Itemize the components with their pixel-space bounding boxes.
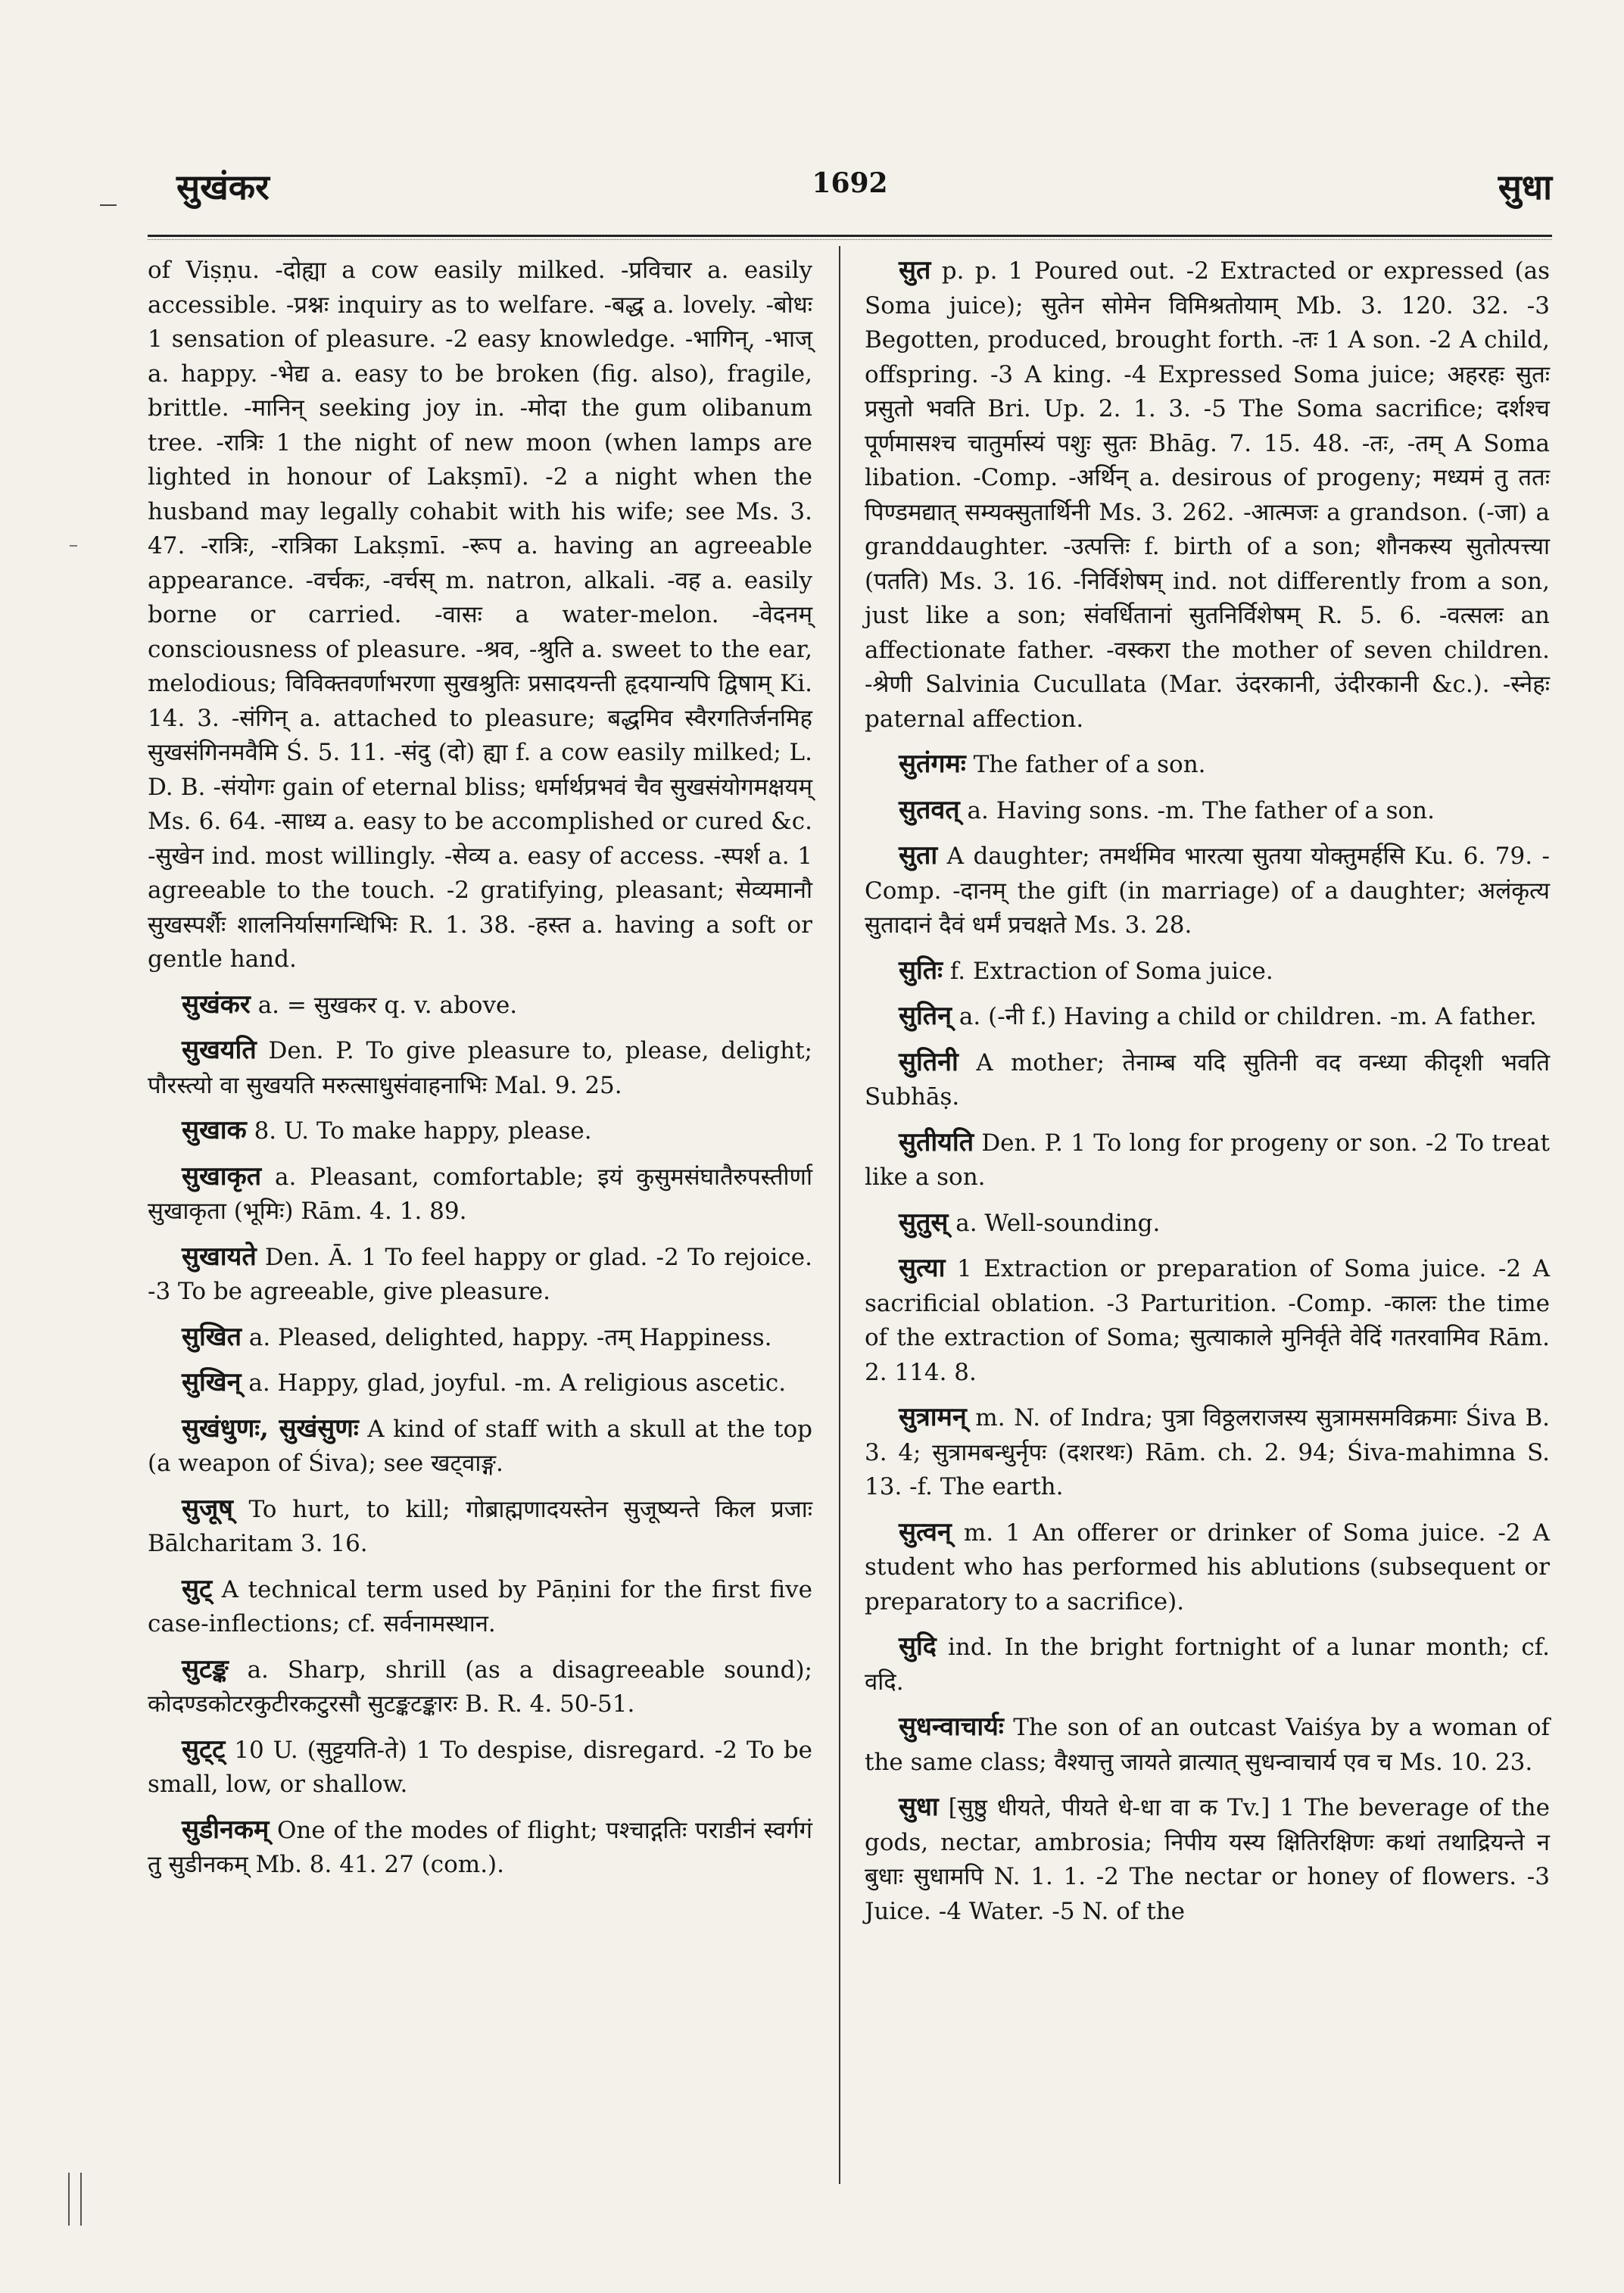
entry-headword: सुखित (182, 1321, 242, 1352)
entry-headword: सुतवत् (899, 794, 960, 825)
entry-text: m. 1 An offerer or drinker of Soma juice. -2 A student who has performed his ablutions (subsequent or preparatory to a sacrifice). (865, 1519, 1550, 1615)
page-number: 1692 (812, 167, 888, 199)
column-divider (839, 246, 840, 2184)
dictionary-entry (865, 793, 1550, 829)
dictionary-entry (148, 1114, 812, 1149)
entry-text: 1 Extraction or preparation of Soma juice. -2 A sacrificial oblation. -3 Parturition. -Comp. -कालः the time of the extraction of Soma; सुत्याकाले मुनिर्वृते वेदिं गतरवामिव Rām. 2. 114. 8. (865, 1255, 1550, 1386)
dictionary-entry (865, 1630, 1550, 1699)
entry-text: f. Extraction of Soma juice. (949, 957, 1273, 985)
dictionary-entry (865, 1126, 1550, 1195)
dictionary-entry (865, 954, 1550, 989)
entry-headword: सुखिन् (182, 1367, 242, 1397)
entry-text: a. Sharp, shrill (as a disagreeable sound); कोदण्डकोटरकुटीरकटुरसौ सुटङ्कटङ्कारः B. R. 4. 50-51. (148, 1656, 812, 1718)
dictionary-entry (865, 1400, 1550, 1505)
dictionary-entry (865, 747, 1550, 783)
dictionary-entry (865, 1516, 1550, 1620)
dictionary-entry (865, 1790, 1550, 1929)
entry-headword: सुखाक (182, 1115, 247, 1145)
entry-text: A technical term used by Pāṇini for the first five case-inflections; cf. सर्वनामस्थान. (148, 1575, 812, 1637)
entry-text: To hurt, to kill; गोब्राह्मणादयस्तेन सुजूष्यन्ते किल प्रजाः Bālcharitam 3. 16. (148, 1495, 812, 1557)
dictionary-entry (148, 1733, 812, 1802)
dictionary-entry (865, 839, 1550, 943)
entry-text: One of the modes of flight; पश्चाद्गतिः पराडीनं स्वर्गगं तु सुडीनकम् Mb. 8. 41. 27 (com.). (148, 1816, 812, 1878)
dictionary-entry (865, 1045, 1550, 1115)
entry-headword: सुतुस् (899, 1207, 949, 1238)
entry-text: 10 U. (सुट्टयति-ते) 1 To despise, disregard. -2 To be small, low, or shallow. (148, 1736, 813, 1798)
dictionary-entry (148, 1572, 812, 1642)
entry-text: [सुष्ठु धीयते, पीयते धे-धा वा क Tv.] 1 The beverage of the gods, nectar, ambrosia; निपीय यस्य क्षितिरक्षिणः कथां तथाद्रियन्ते न बुधाः सुधामपि N. 1. 1. -2 The nectar or honey of flowers. -3 Juice. -4 Water. -5 N. of the (865, 1794, 1550, 1925)
dictionary-entry (865, 1710, 1550, 1780)
entry-headword: सुट् (182, 1573, 213, 1604)
entry-headword: सुदि (899, 1631, 937, 1662)
entry-text: of Viṣṇu. -दोह्या a cow easily milked. -प्रविचार a. easily accessible. -प्रश्नः inquiry as to welfare. -बद्ध a. lovely. -बोधः 1 sensation of pleasure. -2 easy knowledge. -भागिन्, -भाज् a. happy. -भेद्य a. easy to be broken (fig. also), fragile, brittle. -मानिन् seeking joy in. -मोदा the gum olibanum tree. -रात्रिः 1 the night of new moon (when lamps are lighted in honour of Lakṣmī). -2 a night when the husband may legally cohabit with his wife; see Ms. 3. 47. -रात्रिः, -रात्रिका Lakṣmī. -रूप a. having an agreeable appearance. -वर्चकः, -वर्चस् m. natron, alkali. -वह a. easily borne or carried. -वासः a water-melon. -वेदनम् consciousness of pleasure. -श्रव, -श्रुति a. sweet to the ear, melodious; विविक्तवर्णाभरणा सुखश्रुतिः प्रसादयन्ती हृदयान्यपि द्विषाम् Ki. 14. 3. -संगिन् a. attached to pleasure; बद्धमिव स्वैरगतिर्जनमिह सुखसंगिनमवैमि Ś. 5. 11. -संदु (दो) ह्या f. a cow easily milked; L. D. B. -संयोगः gain of eternal bliss; धर्मार्थप्रभवं चैव सुखसंयोगमक्षयम् Ms. 6. 64. -साध्य a. easy to be accomplished or cured &c. -सुखेन ind. most willingly. -सेव्य a. easy of access. -स्पर्श a. 1 agreeable to the touch. -2 gratifying, pleasant; सेव्यमानौ सुखस्पर्शैः शालनिर्यासगन्धिभिः R. 1. 38. -हस्त a. having a soft or gentle hand. (148, 257, 812, 973)
right-column (865, 254, 1550, 1939)
header-rule (148, 235, 1552, 240)
entry-text: Den. Ā. 1 To feel happy or glad. -2 To rejoice. -3 To be agreeable, give pleasure. (148, 1243, 812, 1305)
dictionary-entry (148, 1813, 812, 1883)
entry-text: a. = सुखकर q. v. above. (257, 991, 518, 1019)
entry-headword: सुत्वन् (899, 1516, 952, 1547)
dictionary-entry (865, 1251, 1550, 1390)
dictionary-entry (865, 1206, 1550, 1242)
dictionary-entry (148, 1033, 812, 1103)
dictionary-entry (148, 1320, 812, 1356)
entry-text: a. Well-sounding. (955, 1209, 1161, 1237)
entry-headword: सुत (899, 255, 931, 285)
margin-dash (100, 204, 117, 206)
entry-headword: सुधन्वाचार्यः (899, 1712, 1004, 1742)
entry-text: a. Pleased, delighted, happy. -तम् Happiness. (248, 1323, 772, 1351)
entry-text: p. p. 1 Poured out. -2 Extracted or expressed (as Soma juice); सुतेन सोमेन विमिश्रतोयाम् Mb. 3. 120. 32. -3 Begotten, produced, brought forth. -तः 1 A son. -2 A child, offspring. -3 A king. -4 Expressed Soma juice; अहरहः सुतः प्रसुतो भवति Bri. Up. 2. 1. 3. -5 The Soma sacrifice; दर्शश्च पूर्णमासश्च चातुर्मास्यं पशुः सुतः Bhāg. 7. 15. 48. -तः, -तम् A Soma libation. -Comp. -अर्थिन् a. desirous of progeny; मध्यमं तु ततः पिण्डमद्यात् सम्यक्सुतार्थिनी Ms. 3. 262. -आत्मजः a grandson. (-जा) a granddaughter. -उत्पत्तिः f. birth of a son; शौनकस्य सुतोत्पत्त्या (पतति) Ms. 3. 16. -निर्विशेषम् ind. not differently from a son, just like a son; संवर्धितानां सुतनिर्विशेषम् R. 5. 6. -वत्सलः an affectionate father. -वस्करा the mother of seven children. -श्रेणी Salvinia Cucullata (Mar. उंदरकानी, उंदीरकानी &c.). -स्नेहः paternal affection. (865, 257, 1550, 733)
right-running-headword: सुधा (1498, 167, 1552, 207)
left-column (148, 254, 812, 1893)
entry-text: A kind of staff with a skull at the top (a weapon of Śiva); see खट्वाङ्ग. (148, 1415, 813, 1477)
left-running-headword: सुखंकर (176, 167, 270, 207)
entry-text: A mother; तेनाम्ब यदि सुतिनी वद वन्ध्या कीदृशी भवति Subhāṣ. (865, 1048, 1550, 1111)
entry-text: Den. P. To give pleasure to, please, delight; पौरस्त्यो वा सुखयति मरुत्साधुसंवाहनाभिः Mal. 9. 25. (148, 1037, 812, 1099)
entry-headword: सुतीयति (899, 1126, 974, 1157)
entry-headword: सुतिः (899, 955, 943, 986)
entry-headword: सुता (899, 840, 938, 871)
dictionary-entry (148, 1366, 812, 1401)
entry-text: A daughter; तमर्थमिव भारत्या सुतया योक्तुमर्हसि Ku. 6. 79. -Comp. -दानम् the gift (in marriage) of a daughter; अलंकृत्य सुतादानं दैवं धर्मं प्रचक्षते Ms. 3. 28. (865, 843, 1551, 939)
entry-headword: सुडीनकम् (182, 1814, 270, 1845)
entry-headword: सुत्रामन् (899, 1402, 967, 1432)
margin-binding-mark (68, 2173, 82, 2226)
entry-text: The father of a son. (973, 751, 1206, 778)
dictionary-entry (148, 1412, 812, 1481)
entry-text: The son of an outcast Vaiśya by a woman of the same class; वैश्यात्तु जायते व्रात्यात् सुधन्वाचार्य एव च Ms. 10. 23. (865, 1714, 1550, 1776)
entry-text: a. Having sons. -m. The father of a son. (967, 796, 1435, 824)
dictionary-entry (148, 988, 812, 1023)
dictionary-entry (148, 1160, 812, 1229)
entry-text: a. Happy, glad, joyful. -m. A religious ascetic. (248, 1369, 787, 1397)
entry-headword: सुत्या (899, 1253, 946, 1283)
margin-dot (70, 545, 77, 547)
entry-headword: सुतिनी (899, 1046, 959, 1077)
entry-continuation (148, 254, 812, 977)
page-header (148, 163, 1552, 231)
entry-headword: सुखाकृत (182, 1161, 262, 1192)
entry-headword: सुखंधुणः, सुखंसुणः (182, 1413, 359, 1444)
entry-headword: सुजूष् (182, 1493, 233, 1524)
entry-headword: सुधा (899, 1792, 939, 1822)
entry-headword: सुतिन् (899, 1001, 952, 1031)
entry-headword: सुखंकर (182, 989, 251, 1020)
entry-text: m. N. of Indra; पुत्रा विठ्ठलराजस्य सुत्रामसमविक्रमाः Śiva B. 3. 4; सुत्रामबन्धुर्नृपः (दशरथः) Rām. ch. 2. 94; Śiva-mahimna S. 13. -f. The earth. (865, 1404, 1550, 1500)
entry-text: 8. U. To make happy, please. (254, 1117, 592, 1145)
entry-headword: सुट्ट् (182, 1734, 226, 1765)
entry-headword: सुटङ्क (182, 1653, 229, 1684)
dictionary-entry (148, 1492, 812, 1562)
entry-headword: सुतंगमः (899, 749, 966, 779)
entry-text: ind. In the bright fortnight of a lunar month; cf. वदि. (865, 1634, 1550, 1696)
dictionary-entry (148, 1653, 812, 1722)
dictionary-entry (865, 999, 1550, 1035)
entry-text: a. (-नी f.) Having a child or children. -m. A father. (959, 1003, 1537, 1030)
entry-text: Den. P. 1 To long for progeny or son. -2 To treat like a son. (865, 1129, 1550, 1191)
entry-headword: सुखयति (182, 1035, 257, 1065)
entry-text: a. Pleasant, comfortable; इयं कुसुमसंघातैरुपस्तीर्णा सुखाकृता (भूमिः) Rām. 4. 1. 89. (148, 1163, 812, 1225)
dictionary-entry (865, 254, 1550, 737)
dictionary-entry (148, 1240, 812, 1310)
entry-headword: सुखायते (182, 1241, 257, 1272)
